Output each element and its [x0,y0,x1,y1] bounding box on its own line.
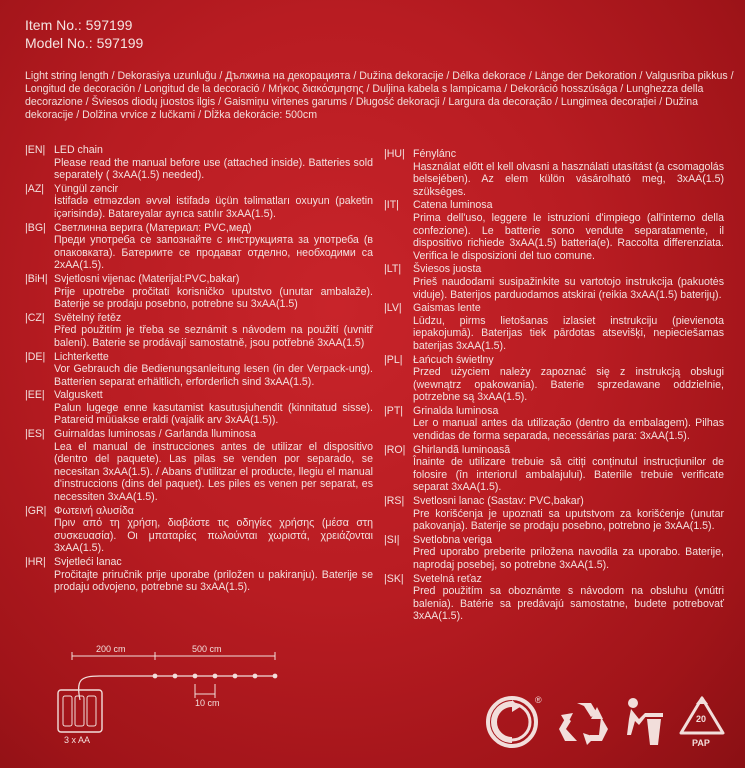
product-name: Grinalda luminosa [413,404,499,417]
model-number: Model No.: 597199 [25,35,144,51]
language-entry-head [384,302,724,315]
instruction-text: Πριν από τη χρήση, διαβάστε τις οδηγίες χρήσης (μέσα στη συσκευασία). Οι μπαταρίες πωλούνται χωριστά, χρειάζονται 3xAA(1.5). [54,517,373,555]
language-entry [384,302,724,352]
product-name: Catena luminosa [413,199,493,212]
language-entry-head [384,148,724,161]
language-code: |RS| [384,495,405,508]
language-entry [25,222,373,272]
language-entry-head [384,354,724,367]
language-entry [25,351,373,389]
bulb [233,674,238,679]
language-entry-head [384,534,724,547]
product-name: Fénylánc [413,148,456,160]
light-string-diagram [50,640,290,750]
language-code: |CZ| [25,311,45,324]
language-entry-head [25,389,373,402]
language-entry-head [384,573,724,586]
language-entry-head [384,444,724,457]
product-name: Ghirlandă luminoasă [413,443,511,456]
language-code: |DE| [25,350,46,363]
language-code: |BiH| [25,272,48,285]
language-code: |SK| [384,572,404,585]
instruction-text: Pred použitím sa oboznámte s návodom na obsluhu (vnútri balenia). Batérie sa predávajú samostatne, budete potrebovať 3xAA(1.5). [413,585,724,623]
lead-length-label: 200 cm [96,644,126,654]
language-code: |EN| [25,144,46,156]
language-code: |HU| [384,148,405,160]
language-entry [384,405,724,443]
instruction-text: Prije upotrebe pročitati korisničko uputstvo (unutar ambalaže). Baterije se prodaju posebno, potrebne su 3xAA(1.5) [54,285,373,311]
language-entry-head [384,263,724,276]
light-length-label: 500 cm [192,644,222,654]
language-entry [384,534,724,572]
spacing-label: 10 cm [195,698,220,708]
bulb [213,674,218,679]
registered-mark: ® [535,695,542,705]
product-name: Lichterkette [54,350,109,363]
bulb [273,674,278,679]
language-code: |RO| [384,443,406,456]
left-language-column [25,144,373,595]
bulb [153,674,158,679]
item-header [25,16,143,52]
language-entry [25,312,373,350]
instruction-text: Înainte de utilizare trebuie să citiți conținutul instrucțiunilor de folosire (în interiorul ambalajului). Bateriile trebuie verificate separat 3xAA(1.5). [413,456,724,494]
instruction-text: Please read the manual before use (attached inside). Batteries sold separately ( 3xAA(1.5) needed). [54,156,373,182]
green-dot-icon [485,695,539,749]
language-code: |IT| [384,199,399,212]
language-entry-head [25,222,373,235]
language-entry-head [25,351,373,364]
language-entry [384,444,724,494]
battery-label: 3 x AA [64,735,91,745]
language-code: |PT| [384,404,404,417]
language-code: |LV| [384,302,402,315]
product-name: LED chain [54,144,103,156]
product-name: Svjetlosni vijenac (Materijal:PVC,bakar) [54,272,240,285]
language-entry [384,199,724,262]
instruction-text: Palun lugege enne kasutamist kasutusjuhendit (kinnitatud sisse). Patareid müüakse eraldi (vajalik arv 3xAA(1.5)). [54,401,373,427]
light-string-drawing [50,640,290,750]
product-name: Svetlosni lanac (Sastav: PVC,bakar) [413,495,584,508]
language-entry [25,505,373,555]
product-name: Φωτεινή αλυσίδα [54,504,134,517]
language-code: |PL| [384,353,403,366]
product-name: Guirnaldas luminosas / Garlanda lluminosa [54,428,256,441]
product-name: Svetelná reťaz [413,572,482,585]
language-code: |LT| [384,263,402,276]
language-entry-head [25,183,373,196]
bulb [193,674,198,679]
language-entry [384,263,724,301]
language-entry [25,556,373,594]
language-entry-head [384,495,724,508]
product-name: Светлинна верига (Материал: PVC,мед) [54,221,252,234]
bulb [253,674,258,679]
product-name: Šviesos juosta [413,263,482,276]
bulb [173,674,178,679]
product-name: Svetlobna veriga [413,533,492,546]
language-code: |BG| [25,221,46,234]
wire [79,676,275,700]
pap-label: PAP [692,738,710,748]
language-entry [384,573,724,623]
language-entry [25,389,373,427]
language-entry [25,144,373,182]
language-code: |SI| [384,533,400,546]
instruction-text: Przed użyciem należy zapoznać się z instrukcją obsługi (wewnątrz opakowania). Baterie sprzedawane oddzielnie, potrzebne są 3xAA(1.5). [413,366,724,404]
language-entry [384,495,724,533]
language-code: |ES| [25,428,45,441]
language-entry-head [384,405,724,418]
language-entry-head [25,312,373,325]
recycle-icon [557,697,611,747]
instruction-text: İstifadə etməzdən əvvəl istifadə üçün təlimatları oxuyun (paketin içərisində). Batareyalar ayrıca satılır 3xAA(1.5). [54,195,373,220]
language-code: |HR| [25,556,46,568]
language-code: |EE| [25,389,45,402]
product-name: Valguskett [54,389,103,402]
instruction-text: Prieš naudodami susipažinkite su vartotojo instrukcija (pakuotės viduje). Baterijos parduodamos atskirai (reikia 3xAA(1.5) baterijų). [413,275,724,301]
recycling-logos [485,695,735,755]
product-name: Svjetleći lanac [54,556,122,568]
instruction-text: Lūdzu, pirms lietošanas izlasiet instrukciju (pievienota iepakojumā). Baterijas tiek pārdotas atsevišķi, nepieciešamas baterijas 3xAA(1.5). [413,314,724,352]
language-entry-head [25,144,373,157]
language-entry-head [25,505,373,518]
instruction-text: Lea el manual de instrucciones antes de utilizar el dispositivo (dentro del paquete). Las pilas se venden por separado, se necesitan 3xAA(1.5). / Abans d'utilitzar el producte, llegiu el manual d'instruccions (dins del paquet). Les piles es venen per separat, es necessiten 3xAA(1.5). [54,440,373,504]
language-entry [384,354,724,404]
instruction-text: Před použitím je třeba se seznámit s návodem na použití (uvnitř balení). Baterie se prodávají samostatně, jsou potřebné 3xAA(1.5) [54,324,373,349]
instruction-text: Használat előtt el kell olvasni a használati utasítást (a csomagolás belsejében). Az elem külön vásárolható meg, 3xAA(1.5) szükséges. [413,160,724,198]
right-language-column [384,148,724,624]
product-name: Yüngül zəncir [54,182,119,195]
language-entry [25,273,373,311]
pap-number: 20 [696,714,707,724]
language-entry [25,183,373,221]
instruction-text: Pre korišćenja je upoznati sa uputstvom za korišćenje (unutar pakovanja). Baterije se prodaju posebno, potrebno je 3xAA(1.5). [413,507,724,533]
language-entry-head [25,273,373,286]
language-entry [384,148,724,198]
tidyman-icon [623,695,667,749]
item-number: Item No.: 597199 [25,17,133,33]
instruction-text: Vor Gebrauch die Bedienungsanleitung lesen (in der Verpack-ung). Batterien separat erhältlich, erforderlich sind 3xAA(1.5). [54,363,373,388]
language-code: |AZ| [25,182,45,195]
product-name: Gaismas lente [413,302,481,315]
language-entry [25,428,373,504]
language-entry-head [384,199,724,212]
product-name: Světelný řetěz [54,311,122,324]
language-code: |GR| [25,504,47,517]
instruction-text: Pred uporabo preberite priložena navodila za uporabo. Baterije, naprodaj posebej, so potrebne 3xAA(1.5). [413,546,724,571]
instruction-text: Ler o manual antes da utilização (dentro da embalagem). Pilhas vendidas de forma separada, necessárias para: 3xAA(1.5). [413,417,724,443]
product-name: Łańcuch świetlny [413,353,494,366]
language-entry-head [25,556,373,569]
instruction-text: Преди употреба се запознайте с инструкцията за употреба (в опаковката). Батериите се продават отделно, необходими са 2xAA(1.5). [54,234,373,272]
instruction-text: Prima dell'uso, leggere le istruzioni d'impiego (all'interno della confezione). Le batterie sono vendute separatamente, il dispositivo richiede 3xAA(1.5) batteria(e). Raccolta differenziata. Verifica le disposizioni del tuo comune. [413,211,724,262]
length-statement: Light string length / Dekorasiya uzunluğu / Дължина на декорацията / Dužina dekoracije / Délka dekorace / Länge der Dekoration / Valgusriba pikkus / Longitud de decoración / Longitud de la decoració / Μήκος διακόσμησης / Duljina kabela s lampicama / Dekoráció hosszúsága / Lunghezza della decorazione / Šviesos diodų juostos ilgis / Gaismiņu virtenes garums / Długość dekoracji / Largura da decoração / Lungimea decorației / Dužina dekoracije / Dolžina vrvice z lučkami / Dĺžka dekorácie: 500cm [25,70,734,121]
language-entry-head [25,428,373,441]
instruction-text: Pročitajte priručnik prije uporabe (priložen u pakiranju). Baterije se prodaju odvojeno, potrebne su 3xAA(1.5). [54,568,373,594]
